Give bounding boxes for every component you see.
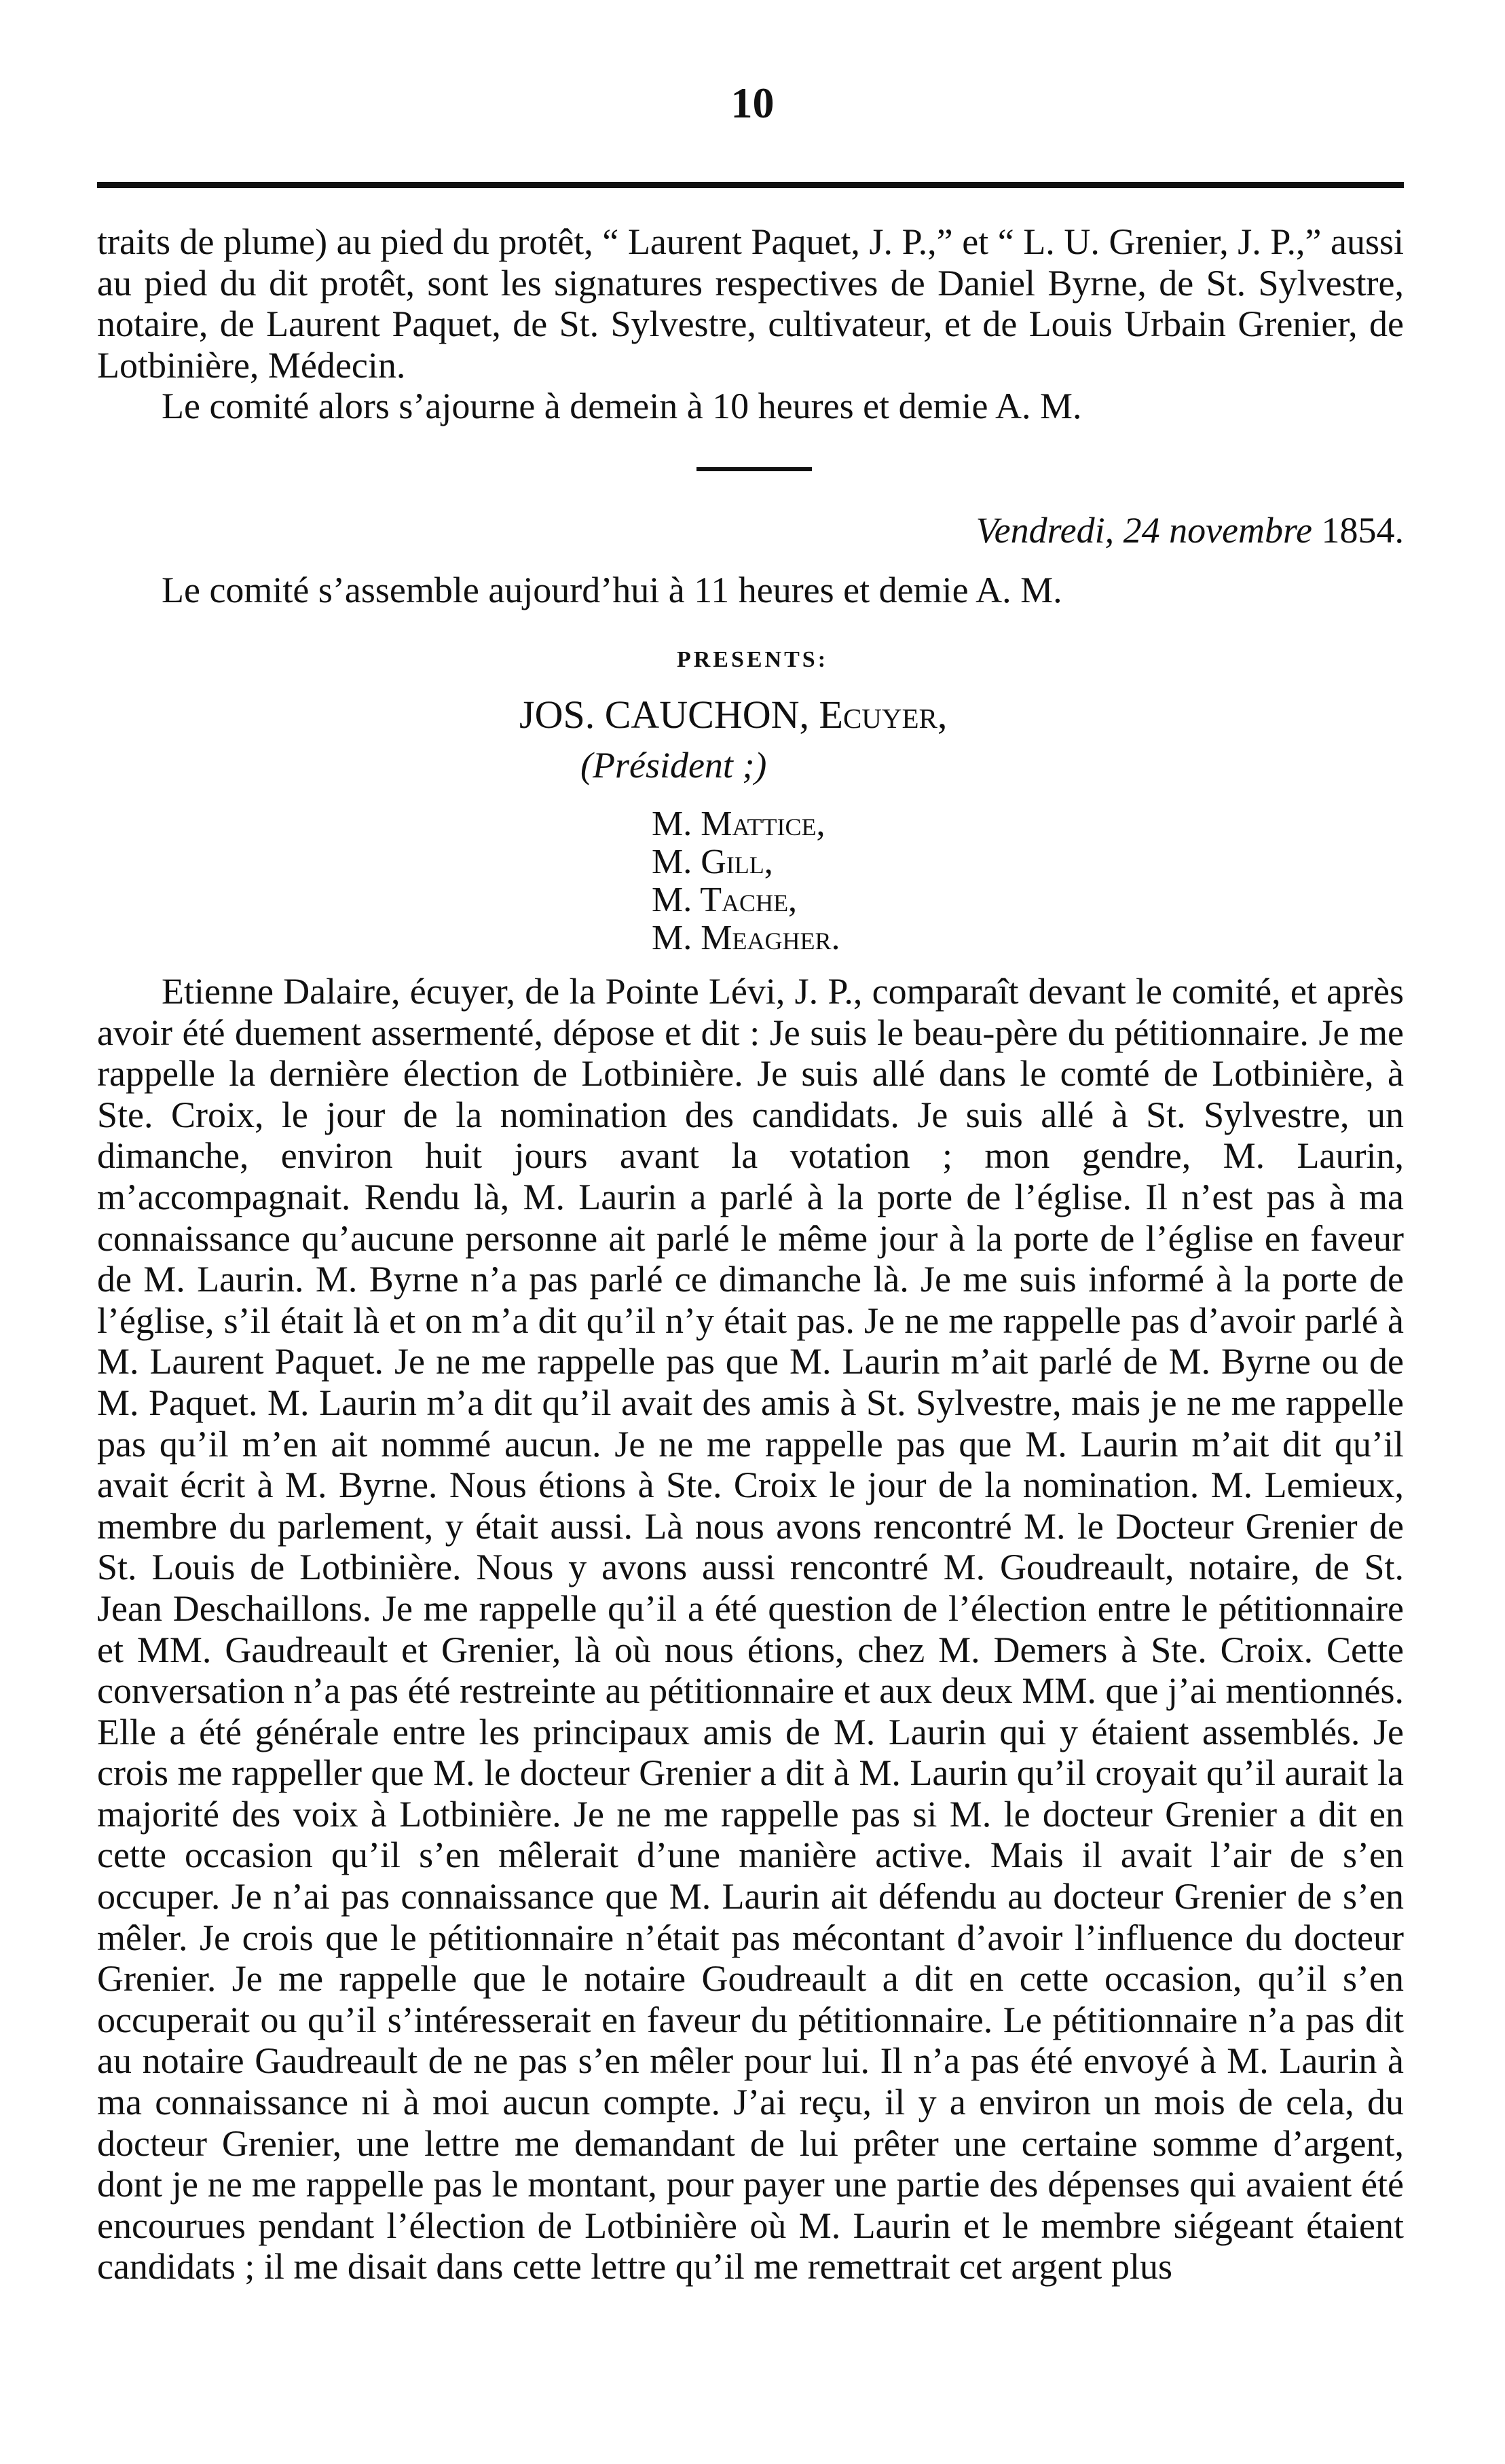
intro-paragraph-continued: traits de plume) au pied du protêt, “ Laurent Paquet, J. P.,” et “ L. U. Grenier, J. P.,” aussi au pied du dit protêt, sont les signatures respectives de Daniel Byrne, de St. Sylvestre, notaire, de Laurent Paquet, de St. Sylvestre, cultivateur, et de Louis Urbain Grenier, de Lotbinière, Médecin. — [97, 221, 1404, 386]
date-day-month: 24 novembre — [1123, 510, 1312, 551]
president-role: (Président ;) — [580, 745, 767, 786]
testimony-paragraph: Etienne Dalaire, écuyer, de la Pointe Lévi, J. P., comparaît devant le comité, et après avoir été duement assermenté, dépose et dit : Je suis le beau-père du pétitionnaire. Je me rappelle la dernière élection de Lotbinière. Je suis allé dans le comté de Lotbinière, à Ste. Croix, le jour de la nomination des candidats. Je suis allé à St. Sylvestre, un dimanche, environ huit jours avant la votation ; mon gendre, M. Laurin, m’accompagnait. Rendu là, M. Laurin a parlé à la porte de l’église. Il n’est pas à ma connaissance qu’aucune personne ait parlé le même jour à la porte de l’église en faveur de M. Laurin. M. Byrne n’a pas parlé ce dimanche là. Je me suis informé à la porte de l’église, s’il était là et on m’a dit qu’il n’y était pas. Je ne me rappelle pas d’avoir parlé à M. Laurent Paquet. Je ne me rappelle pas que M. Laurin m’ait parlé de M. Byrne ou de M. Paquet. M. Laurin m’a dit qu’il avait des amis à St. Sylvestre, mais je ne me rappelle pas qu’il m’en ait nommé aucun. Je ne me rappelle pas que M. Laurin m’ait dit qu’il avait écrit à M. Byrne. Nous étions à Ste. Croix le jour de la nomination. M. Lemieux, membre du parlement, y était aussi. Là nous avons rencontré M. le Docteur Grenier de St. Louis de Lotbinière. Nous y avons aussi rencontré M. Goudreault, notaire, de St. Jean Deschaillons. Je me rappelle qu’il a été question de l’élection entre le pétitionnaire et MM. Gaudreault et Grenier, là où nous étions, chez M. Demers à Ste. Croix. Cette conversation n’a pas été restreinte au pétitionnaire et aux deux MM. que j’ai mentionnés. Elle a été générale entre les principaux amis de M. Laurin qui y étaient assemblés. Je crois me rappeller que M. le docteur Grenier a dit à M. Laurin qu’il croyait qu’il aurait la majorité des voix à Lotbinière. Je ne me rappelle pas si M. le docteur Grenier a dit en cette occasion qu’il s’en mêlerait d’une manière active. Mais il avait l’air de s’en occuper. Je n’ai pas connaissance que M. Laurin ait défendu au docteur Grenier de s’en mêler. Je crois que le pétitionnaire n’était pas mécontant d’avoir l’influence du docteur Grenier. Je me rappelle que le notaire Goudreault a dit en cette occasion, qu’il s’en occuperait ou qu’il s’intéresserait en faveur du pétitionnaire. Le pétitionnaire n’a pas dit au notaire Gaudreault de ne pas s’en mêler pour lui. Il n’a pas été envoyé à M. Laurin à ma connaissance ni à moi aucun compte. J’ai reçu, il y a environ un mois de cela, du docteur Grenier, une lettre me demandant de lui prêter une certaine somme d’argent, dont je ne me rappelle pas le montant, pour payer une partie des dépenses qui avaient été encourues pendant l’élection de Lotbinière où M. Laurin et le membre siégeant étaient candidats ; il me disait dans cette lettre qu’il me remettrait cet argent plus — [97, 971, 1404, 2287]
intro-text — [97, 221, 1404, 427]
section-divider — [696, 467, 812, 471]
presents-heading: PRESENTS: — [676, 647, 829, 672]
president-name: JOS. CAUCHON, — [519, 693, 810, 737]
members-list — [652, 805, 840, 957]
president-entry — [519, 691, 947, 739]
member-entry: M. Meagher. — [652, 919, 840, 957]
adjournment-line: Le comité alors s’ajourne à demein à 10 heures et demie A. M. — [162, 386, 1082, 427]
member-entry: M. Tache, — [652, 881, 798, 919]
date-day: Vendredi, — [976, 510, 1115, 551]
member-entry: M. Mattice, — [652, 805, 825, 843]
header-rule — [97, 182, 1404, 188]
session-date — [976, 509, 1404, 551]
testimony-text — [97, 971, 1404, 2287]
member-entry: M. Gill, — [652, 843, 773, 881]
president-title: Ecuyer, — [819, 693, 948, 737]
assembly-line: Le comité s’assemble aujourd’hui à 11 heures et demie A. M. — [162, 570, 1062, 610]
date-year: 1854. — [1321, 510, 1404, 551]
page-number: 10 — [730, 79, 775, 127]
